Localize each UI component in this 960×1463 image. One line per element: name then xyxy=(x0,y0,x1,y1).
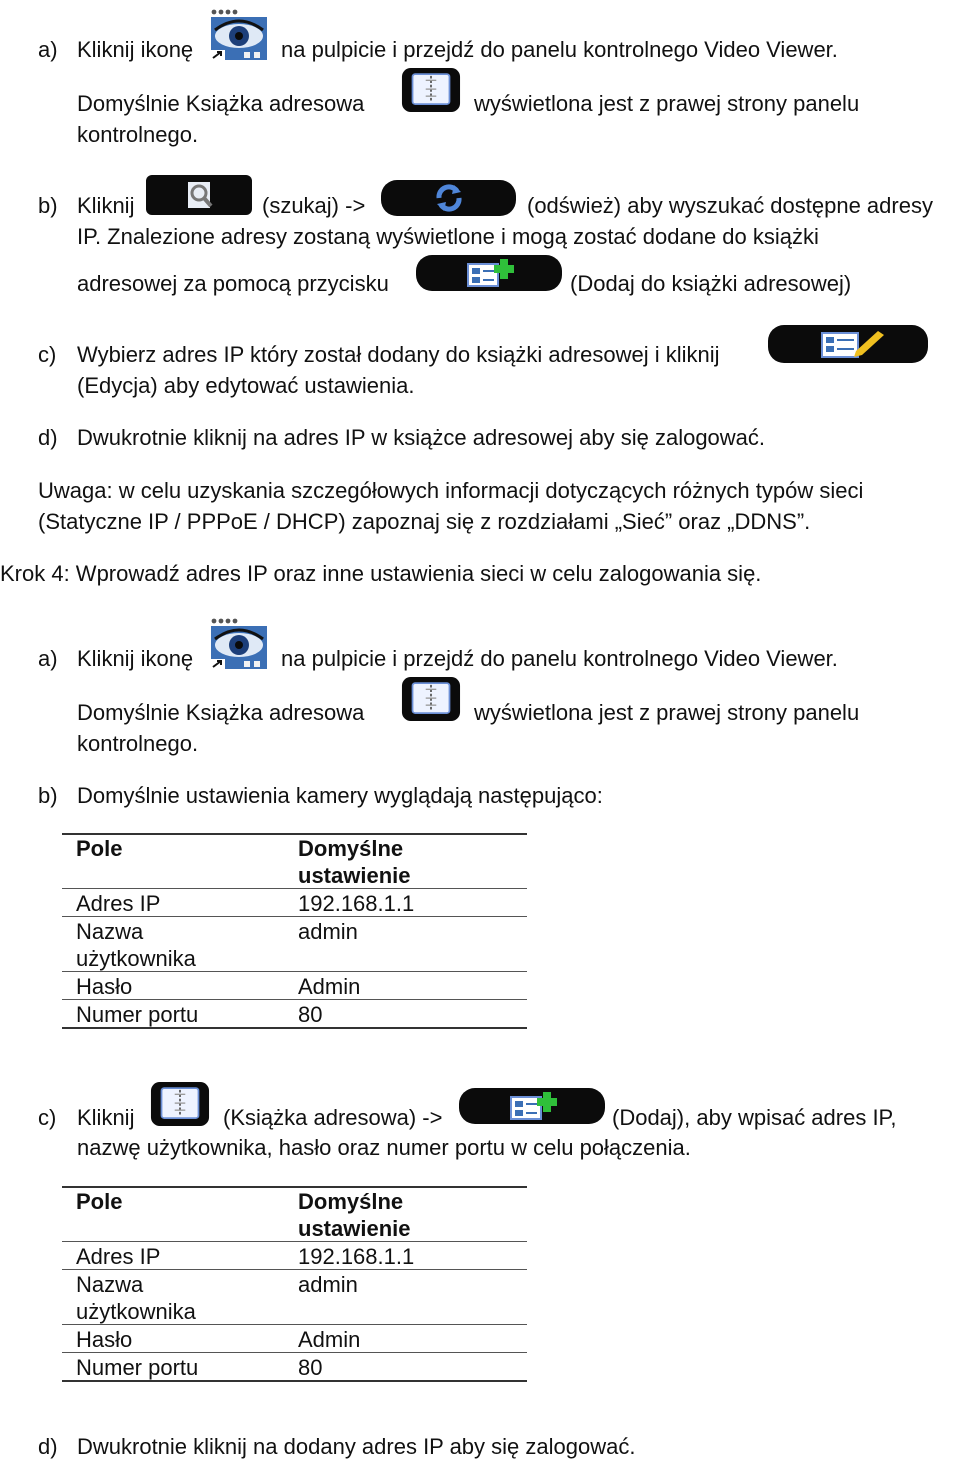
step-text: (Dodaj do książki adresowej) xyxy=(570,271,852,296)
table-rule xyxy=(62,1269,527,1270)
table-header: Pole xyxy=(76,1189,123,1214)
step-text: (szukaj) -> xyxy=(262,193,366,218)
table-rule xyxy=(62,971,527,972)
table-cell: Adres IP xyxy=(76,1244,161,1269)
edit-button-icon xyxy=(768,325,928,363)
step-text: Kliknij xyxy=(77,193,135,218)
address-book-icon xyxy=(398,68,464,112)
step-heading: Krok 4: Wprowadź adres IP oraz inne ustawienia sieci w celu zalogowania się. xyxy=(0,561,762,586)
step-text: kontrolnego. xyxy=(77,731,199,756)
step-text: na pulpicie i przejdź do panelu kontrolnego Video Viewer. xyxy=(281,646,838,671)
step-text: (Edycja) aby edytować ustawienia. xyxy=(77,373,415,398)
list-marker: a) xyxy=(38,37,58,62)
step-text: (odśwież) aby wyszukać dostępne adresy xyxy=(527,193,933,218)
step-text: Domyślnie Książka adresowa xyxy=(77,91,365,116)
note-text: Uwaga: w celu uzyskania szczegółowych informacji dotyczących różnych typów sieci xyxy=(38,478,864,503)
table-cell: admin xyxy=(298,919,358,944)
step-text: Domyślnie Książka adresowa xyxy=(77,700,365,725)
video-viewer-icon xyxy=(208,6,270,62)
table-header: ustawienie xyxy=(298,863,411,888)
table-cell: Numer portu xyxy=(76,1002,199,1027)
step-text: na pulpicie i przejdź do panelu kontrolnego Video Viewer. xyxy=(281,37,838,62)
step-text: IP. Znalezione adresy zostaną wyświetlone i mogą zostać dodane do książki xyxy=(77,224,819,249)
table-rule xyxy=(62,916,527,917)
step-text: Dwukrotnie kliknij na dodany adres IP aby się zalogować. xyxy=(77,1434,636,1459)
step-text: Wybierz adres IP który został dodany do książki adresowej i kliknij xyxy=(77,342,720,367)
table-cell: Admin xyxy=(298,974,361,999)
table-cell: admin xyxy=(298,1272,358,1297)
table-cell: 192.168.1.1 xyxy=(298,891,415,916)
table-header: Pole xyxy=(76,836,123,861)
refresh-button-icon xyxy=(381,180,516,216)
list-marker: c) xyxy=(38,1105,57,1130)
table-header: Domyślne xyxy=(298,1189,404,1214)
table-rule xyxy=(62,833,527,835)
table-cell: Numer portu xyxy=(76,1355,199,1380)
step-text: Kliknij ikonę xyxy=(77,646,194,671)
step-text: kontrolnego. xyxy=(77,122,199,147)
table-cell: Hasło xyxy=(76,1327,133,1352)
list-marker: b) xyxy=(38,783,58,808)
list-marker: b) xyxy=(38,193,58,218)
note-text: (Statyczne IP / PPPoE / DHCP) zapoznaj się z rozdziałami „Sieć” oraz „DDNS”. xyxy=(38,509,811,534)
step-text: wyświetlona jest z prawej strony panelu xyxy=(474,91,860,116)
table-cell: 80 xyxy=(298,1355,323,1380)
step-text: adresowej za pomocą przycisku xyxy=(77,271,389,296)
table-rule xyxy=(62,1352,527,1353)
table-cell: Hasło xyxy=(76,974,133,999)
table-cell: użytkownika xyxy=(76,1299,196,1324)
search-button-icon xyxy=(146,175,252,215)
list-marker: a) xyxy=(38,646,58,671)
table-cell: 192.168.1.1 xyxy=(298,1244,415,1269)
step-text: Kliknij xyxy=(77,1105,135,1130)
table-cell: 80 xyxy=(298,1002,323,1027)
add-to-addressbook-icon xyxy=(459,1088,605,1124)
table-rule xyxy=(62,1324,527,1325)
table-rule xyxy=(62,1186,527,1188)
table-header: ustawienie xyxy=(298,1216,411,1241)
table-rule xyxy=(62,888,527,889)
list-marker: d) xyxy=(38,425,58,450)
step-text: Kliknij ikonę xyxy=(77,37,194,62)
table-rule xyxy=(62,999,527,1000)
list-marker: d) xyxy=(38,1434,58,1459)
list-marker: c) xyxy=(38,342,57,367)
table-rule xyxy=(62,1380,527,1382)
step-text: (Książka adresowa) -> xyxy=(223,1105,443,1130)
table-cell: Nazwa xyxy=(76,1272,144,1297)
table-cell: Admin xyxy=(298,1327,361,1352)
address-book-icon xyxy=(398,677,464,721)
table-cell: Nazwa xyxy=(76,919,144,944)
table-cell: użytkownika xyxy=(76,946,196,971)
table-rule xyxy=(62,1241,527,1242)
table-rule xyxy=(62,1027,527,1029)
step-text: Dwukrotnie kliknij na adres IP w książce adresowej aby się zalogować. xyxy=(77,425,766,450)
step-text: nazwę użytkownika, hasło oraz numer portu w celu połączenia. xyxy=(77,1135,691,1160)
step-text: (Dodaj), aby wpisać adres IP, xyxy=(612,1105,897,1130)
table-cell: Adres IP xyxy=(76,891,161,916)
table-header: Domyślne xyxy=(298,836,404,861)
add-to-addressbook-icon xyxy=(416,255,562,291)
step-text: Domyślnie ustawienia kamery wyglądają następująco: xyxy=(77,783,603,808)
address-book-icon xyxy=(147,1082,213,1126)
video-viewer-icon xyxy=(208,615,270,671)
step-text: wyświetlona jest z prawej strony panelu xyxy=(474,700,860,725)
